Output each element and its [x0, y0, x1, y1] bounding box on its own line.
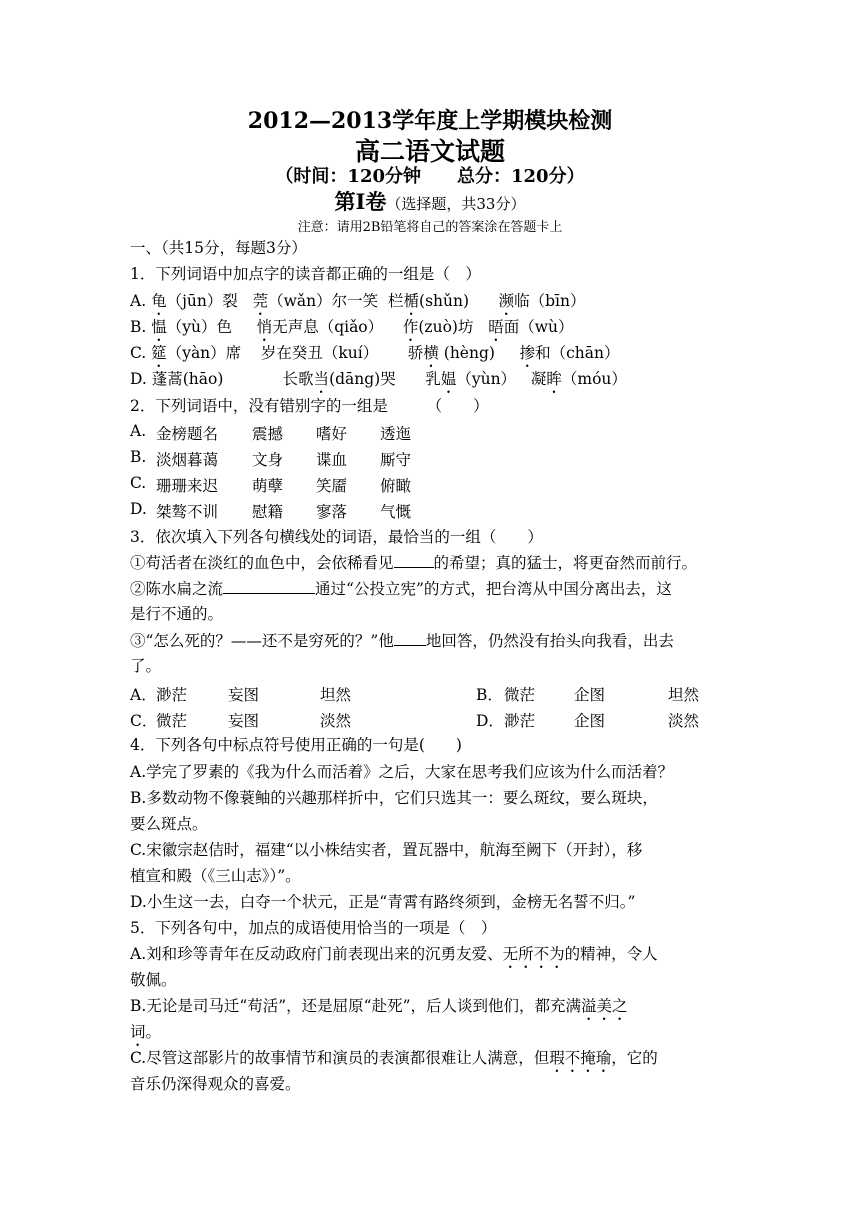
- pinyin: （jūn）裂: [166, 292, 238, 310]
- sentence-text: A.刘和珍等青年在反动政府门前表现出来的沉勇友爱、: [130, 945, 503, 963]
- dotted-char: 晤: [488, 318, 504, 336]
- phrase: 蓬蒿(hāo): [151, 370, 224, 388]
- q2-word: 透迤: [380, 425, 412, 443]
- exam-title-year: 2012—2013学年度上学期模块检测: [247, 108, 613, 134]
- pinyin: (shǔn): [419, 292, 470, 310]
- pinyin: （móu）: [561, 370, 627, 388]
- sentence-text: C.尽管这部影片的故事情节和演员的表演都很难让人满意，但: [130, 1049, 550, 1067]
- q2-word: 笑靥: [316, 477, 348, 495]
- q4-option-b: B.多数动物不像蓑鲉的兴趣那样折中，它们只选其一：要么斑纹，要么斑块，: [130, 789, 658, 807]
- dotted-char: 眸: [546, 370, 562, 388]
- dotted-char: 横: [423, 344, 439, 362]
- q2-word: 嗜好: [316, 425, 348, 443]
- q2-opt-label: B.: [130, 448, 147, 466]
- dotted-char: 龟: [151, 292, 167, 310]
- q4-option-c: C.宋徽宗赵佶时，福建“以小株结实者，置瓦器中，航海至阙下（开封），移: [130, 841, 643, 859]
- pinyin: 和（chān）: [535, 344, 620, 362]
- q1-stem: 1．下列词语中加点字的读音都正确的一组是（ ）: [130, 265, 481, 283]
- plain-char: 长歌: [282, 370, 314, 388]
- fill-blank: [223, 579, 315, 594]
- dotted-idiom: 溢美之: [581, 997, 628, 1015]
- dotted-char: 掺: [519, 344, 536, 362]
- sentence-text: 的希望；真的猛士，将更奋然而前行。: [433, 554, 698, 572]
- pinyin: 临（bīn）: [514, 292, 586, 310]
- q2-word: 慰籍: [252, 503, 284, 521]
- time-score-line: （时间：120分钟 总分：120分）: [275, 166, 585, 187]
- q2-opt-label: A.: [130, 422, 147, 440]
- pinyin: (hèng): [443, 344, 495, 362]
- volume-label: 第Ⅰ卷: [334, 189, 387, 214]
- sentence-text: 通过“公投立宪”的方式，把台湾从中国分离出去，这: [315, 580, 672, 598]
- sentence-text: B.无论是司马迁“苟活”，还是屈原“赴死”，后人谈到他们，都充满: [130, 997, 582, 1015]
- q2-opt-label: C.: [130, 474, 147, 492]
- dotted-char: 楯: [403, 292, 420, 310]
- option-label: C.: [130, 344, 147, 362]
- q5-option-a-cont: 敬佩。: [130, 971, 177, 989]
- option-label: D.: [130, 370, 147, 388]
- dotted-char: 筵: [151, 344, 167, 362]
- q5-option-b: [130, 996, 628, 1024]
- q3-word: 坦然: [320, 686, 352, 704]
- q2-word: 文身: [252, 451, 284, 469]
- dotted-char: 作: [402, 318, 419, 336]
- q3-sentence-2: [130, 579, 672, 599]
- section-heading: 一、（共15分，每题3分）: [130, 239, 307, 257]
- pinyin: （yù）色: [166, 318, 233, 336]
- q1-option-d: [130, 369, 627, 397]
- sentence-text: ②陈水扁之流: [130, 580, 224, 598]
- q1-option-a: [130, 291, 586, 319]
- q5-option-c: [130, 1048, 658, 1076]
- phrase: 岁在癸丑（kuí）: [260, 344, 379, 362]
- sentence-text: ①苟活者在淡红的血色中，会依稀看见: [130, 554, 394, 572]
- q2-stem: 2．下列词语中，没有错别字的一组是 （ ）: [130, 397, 489, 415]
- pinyin: （yàn）席: [166, 344, 242, 362]
- q2-word: 桀骜不训: [156, 503, 219, 521]
- q3-word: 微茫: [504, 686, 536, 704]
- pinyin: （yùn）: [456, 370, 517, 388]
- q3-stem: 3．依次填入下列各句横线处的词语，最恰当的一组（ ）: [130, 528, 543, 546]
- plain-char: 凝: [530, 370, 547, 388]
- q3-word: 淡然: [668, 712, 700, 730]
- pinyin: 面（wù）: [503, 318, 574, 336]
- q2-word: 谍血: [316, 451, 348, 469]
- q3-word: 坦然: [668, 686, 700, 704]
- pinyin: （wǎn）尔一笑: [268, 292, 379, 310]
- dotted-char: 悄: [256, 318, 273, 336]
- dotted-char: 当: [313, 370, 330, 388]
- q4-stem: 4．下列各句中标点符号使用正确的一句是( ): [130, 736, 462, 754]
- pinyin: (dāng)哭: [329, 370, 396, 388]
- q4-option-a: A.学完了罗素的《我为什么而活着》之后，大家在思考我们应该为什么而活着？: [130, 763, 674, 781]
- q3-sentence-1: [130, 553, 697, 573]
- q2-word: 气慨: [380, 503, 412, 521]
- sentence-text: ，它的: [611, 1049, 658, 1067]
- q2-word: 寥落: [316, 503, 348, 521]
- dotted-idiom: 瑕不掩瑜: [549, 1049, 612, 1067]
- sentence-text: ③“怎么死的？——还不是穷死的？”他: [130, 632, 394, 650]
- q1-option-b: [130, 317, 574, 345]
- q3-word: 渺茫: [156, 686, 188, 704]
- q3-word: 淡然: [320, 712, 352, 730]
- dotted-idiom: 无所不为: [502, 945, 565, 963]
- plain-char: 乳: [425, 370, 441, 388]
- pinyin: 无声息（qiǎo）: [272, 318, 384, 336]
- q1-option-c: [130, 343, 619, 371]
- q3-word: 微茫: [156, 712, 188, 730]
- q3-sentence-3: [130, 631, 674, 651]
- q3-sentence-3-cont: 了。: [130, 657, 162, 675]
- dotted-char: 愠: [151, 318, 167, 336]
- q3-opt-label: D．: [476, 712, 504, 730]
- q2-word: 厮守: [380, 451, 412, 469]
- q3-opt-label: A．: [130, 686, 157, 704]
- sentence-text: 。: [145, 1023, 162, 1041]
- q4-option-d: D.小生这一去，白夺一个状元，正是“青霄有路终须到，金榜无名誓不归。”: [130, 893, 636, 911]
- option-label: B.: [130, 318, 147, 336]
- volume-heading: [0, 186, 860, 216]
- q2-word: 萌孽: [252, 477, 284, 495]
- q2-word: 淡烟暮蔼: [156, 451, 219, 469]
- q2-opt-label: D.: [130, 500, 147, 518]
- option-label: A.: [130, 292, 147, 310]
- q3-opt-label: C．: [130, 712, 158, 730]
- q2-word: 震撼: [252, 425, 284, 443]
- dotted-char: 莞: [252, 292, 269, 310]
- sentence-text: 地回答，仍然没有抬头向我看，出去: [425, 632, 674, 650]
- volume-note: （选择题，共33分）: [386, 195, 526, 213]
- q4-option-c-cont: 植宣和殿（《三山志》）”。: [130, 867, 301, 885]
- fill-blank: [394, 631, 426, 646]
- q5-option-b-cont: [130, 1022, 161, 1050]
- exam-title: 高二语文试题: [354, 137, 505, 166]
- sentence-text: 的精神，令人: [564, 945, 658, 963]
- dotted-char: 媪: [440, 370, 457, 388]
- q3-word: 企图: [574, 712, 606, 730]
- pinyin: (zuò)坊: [418, 318, 474, 336]
- q3-word: 企图: [574, 686, 606, 704]
- q3-word: 妄图: [228, 686, 260, 704]
- plain-char: 栏: [388, 292, 404, 310]
- q3-word: 妄图: [228, 712, 260, 730]
- q5-option-c-cont: 音乐仍深得观众的喜爱。: [130, 1075, 301, 1093]
- fill-blank: [394, 553, 434, 568]
- q5-option-a: [130, 944, 658, 972]
- q3-opt-label: B．: [476, 686, 503, 704]
- q2-word: 珊珊来迟: [156, 477, 219, 495]
- q2-word: 金榜题名: [156, 425, 219, 443]
- plain-char: 骄: [407, 344, 424, 362]
- q4-option-b-cont: 要么斑点。: [130, 815, 208, 833]
- answer-notice: 注意：请用2B铅笔将自己的答案涂在答题卡上: [297, 220, 563, 235]
- q2-word: 俯瞰: [380, 477, 412, 495]
- dotted-char: 濒: [498, 292, 515, 310]
- q3-sentence-2-cont: 是行不通的。: [130, 605, 224, 623]
- q5-stem: 5．下列各句中，加点的成语使用恰当的一项是（ ）: [130, 919, 497, 937]
- q3-word: 渺茫: [504, 712, 536, 730]
- dotted-idiom: 词: [130, 1023, 146, 1041]
